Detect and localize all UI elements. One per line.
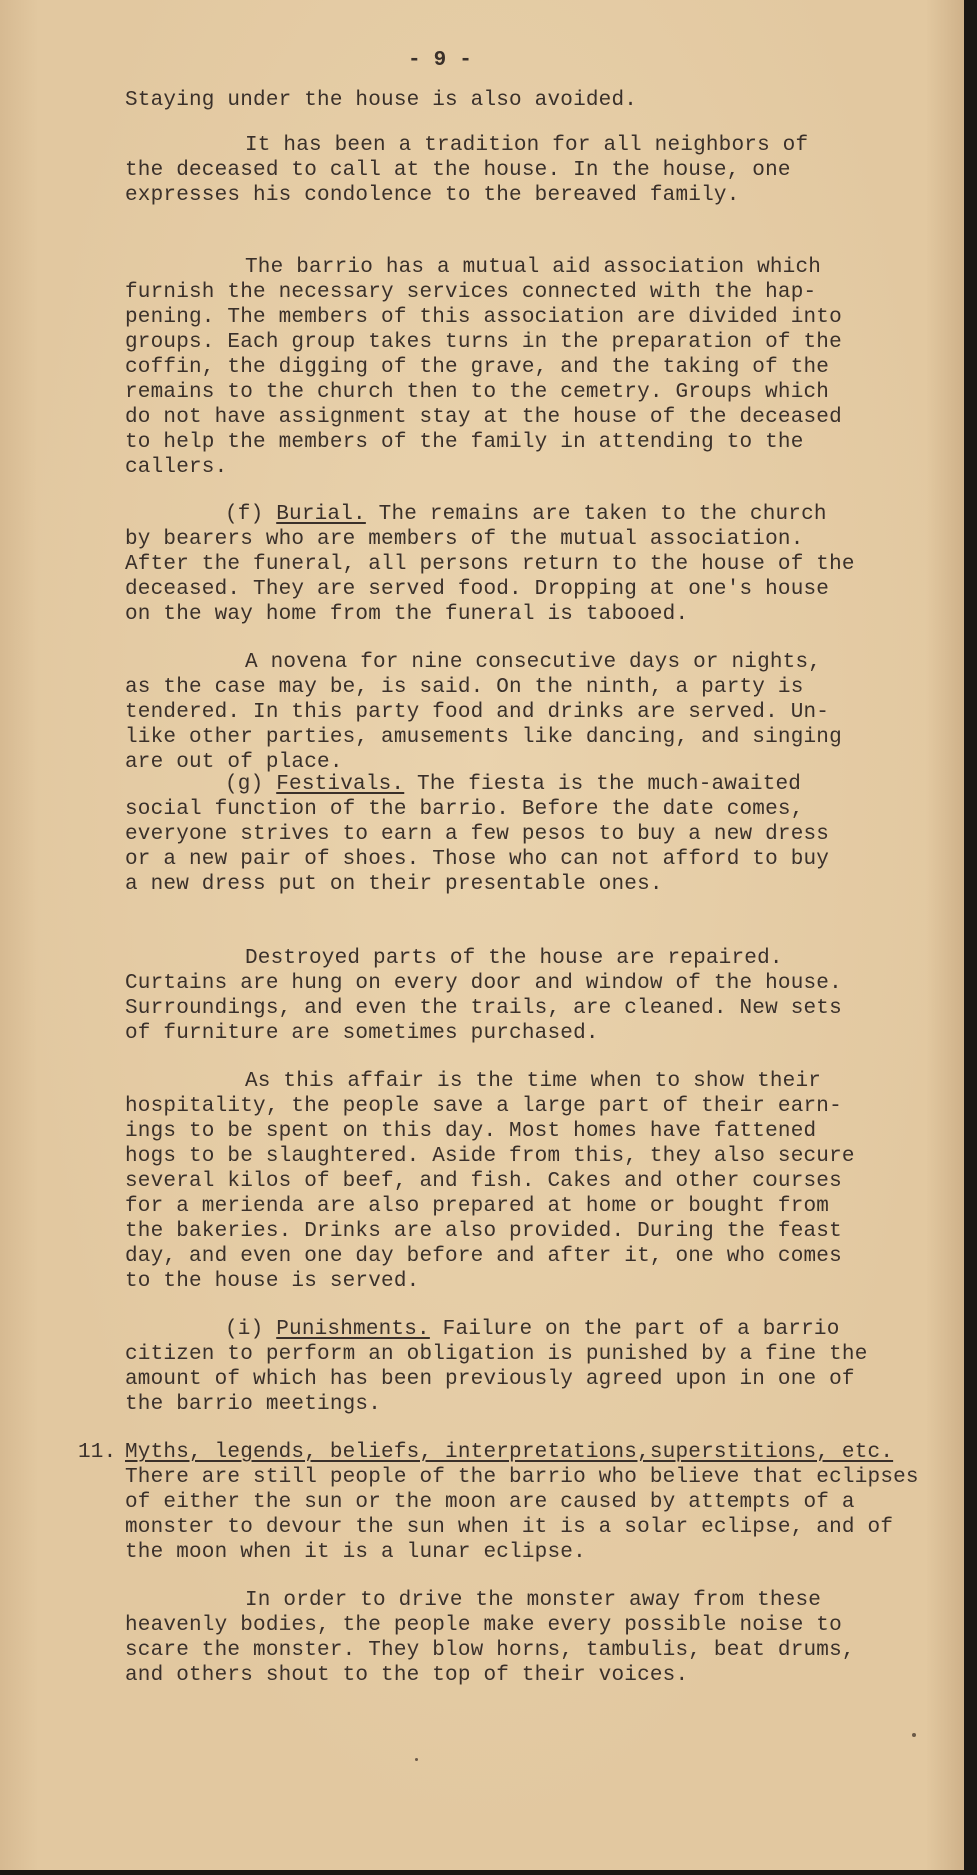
text-line: the moon when it is a lunar eclipse. [125, 1541, 586, 1564]
text-line: the bakeries. Drinks are also provided. During the feast [125, 1220, 842, 1243]
text-line: are out of place. [125, 751, 343, 774]
text-line: to help the members of the family in attending to the [125, 431, 804, 454]
text-line: of furniture are sometimes purchased. [125, 1022, 599, 1045]
section-heading: Myths, legends, beliefs, interpretations,superstitions, etc. [125, 1441, 894, 1464]
text-line: hogs to be slaughtered. Aside from this, they also secure [125, 1145, 855, 1168]
page-number: - 9 - [407, 49, 472, 72]
text-line: deceased. They are served food. Dropping at one's house [125, 578, 830, 601]
text-line: like other parties, amusements like dancing, and singing [125, 726, 842, 749]
text-line: several kilos of beef, and fish. Cakes and other courses [125, 1170, 842, 1193]
text-line: or a new pair of shoes. Those who can not afford to buy [125, 848, 830, 871]
text-line: citizen to perform an obligation is punished by a fine the [125, 1343, 868, 1366]
text-line: a new dress put on their presentable ones. [125, 873, 663, 896]
text-line: There are still people of the barrio who believe that eclipses [125, 1466, 919, 1489]
paragraph-novena [125, 650, 855, 775]
paragraph-festivals [125, 772, 855, 897]
paragraph-repairs [125, 946, 855, 1046]
text-line: the deceased to call at the house. In the house, one [125, 159, 791, 182]
paragraph-hospitality [125, 1069, 855, 1294]
text-line: day, and even one day before and after it, one who comes [125, 1245, 842, 1268]
text-line: callers. [125, 456, 228, 479]
paragraph-burial [125, 502, 855, 627]
paper-speck [912, 1733, 916, 1737]
text-line: furnish the necessary services connected with the hap- [125, 281, 817, 304]
text-line: everyone strives to earn a few pesos to buy a new dress [125, 823, 830, 846]
text-line: It has been a tradition for all neighbors of [245, 134, 809, 157]
text-line: do not have assignment stay at the house of the deceased [125, 406, 842, 429]
text-line: social function of the barrio. Before the date comes, [125, 798, 804, 821]
text-line: Surroundings, and even the trails, are cleaned. New sets [125, 997, 842, 1020]
text-line: by bearers who are members of the mutual association. [125, 528, 804, 551]
text-line: to the house is served. [125, 1270, 420, 1293]
text-line: hospitality, the people save a large part of their earn- [125, 1095, 842, 1118]
festivals-heading: Festivals. [276, 773, 405, 796]
festivals-first-rest: The fiesta is the much-awaited [404, 773, 802, 796]
text-line: on the way home from the funeral is tabooed. [125, 603, 689, 626]
text-line: remains to the church then to the cemetry. Groups which [125, 381, 830, 404]
text-line: A novena for nine consecutive days or nights, [245, 651, 822, 674]
section-myths [125, 1440, 919, 1565]
punishments-label: (i) [225, 1318, 264, 1341]
punishments-first-line [125, 1317, 855, 1342]
section-number: 11. [78, 1441, 117, 1464]
text-line: monster to devour the sun when it is a solar eclipse, and of [125, 1516, 894, 1539]
burial-first-line [125, 502, 855, 527]
paper-speck [415, 1758, 418, 1761]
festivals-label: (g) [225, 773, 264, 796]
paragraph-mutual-aid [125, 255, 855, 480]
text-line: Staying under the house is also avoided. [125, 89, 638, 112]
text-line: As this affair is the time when to show their [245, 1070, 822, 1093]
text-line: scare the monster. They blow horns, tambulis, beat drums, [125, 1639, 855, 1662]
text-line: ings to be spent on this day. Most homes have fattened [125, 1120, 817, 1143]
text-line: heavenly bodies, the people make every possible noise to [125, 1614, 842, 1637]
text-line: expresses his condolence to the bereaved family. [125, 184, 740, 207]
paragraph-staying [125, 88, 855, 113]
paragraph-punishments [125, 1317, 868, 1417]
text-line: amount of which has been previously agreed upon in one of [125, 1368, 855, 1391]
text-line: coffin, the digging of the grave, and the taking of the [125, 356, 830, 379]
paragraph-tradition [125, 133, 855, 208]
burial-heading: Burial. [276, 503, 366, 526]
punishments-first-rest: Failure on the part of a barrio [429, 1318, 840, 1341]
text-line: tendered. In this party food and drinks are served. Un- [125, 701, 830, 724]
text-line: After the funeral, all persons return to the house of the [125, 553, 855, 576]
burial-first-rest: The remains are taken to the church [365, 503, 827, 526]
text-line: Curtains are hung on every door and window of the house. [125, 972, 842, 995]
text-line: of either the sun or the moon are caused by attempts of a [125, 1491, 855, 1514]
text-line: for a merienda are also prepared at home or bought from [125, 1195, 830, 1218]
paragraph-monster [125, 1588, 855, 1688]
text-line: Destroyed parts of the house are repaired. [245, 947, 783, 970]
text-line: In order to drive the monster away from these [245, 1589, 822, 1612]
festivals-first-line [125, 772, 855, 797]
punishments-heading: Punishments. [276, 1318, 430, 1341]
text-line: pening. The members of this association are divided into [125, 306, 842, 329]
burial-label: (f) [225, 503, 264, 526]
text-line: The barrio has a mutual aid association which [245, 256, 822, 279]
text-line: and others shout to the top of their voices. [125, 1664, 689, 1687]
text-line: the barrio meetings. [125, 1393, 382, 1416]
text-line: groups. Each group takes turns in the preparation of the [125, 331, 842, 354]
text-line: as the case may be, is said. On the ninth, a party is [125, 676, 804, 699]
